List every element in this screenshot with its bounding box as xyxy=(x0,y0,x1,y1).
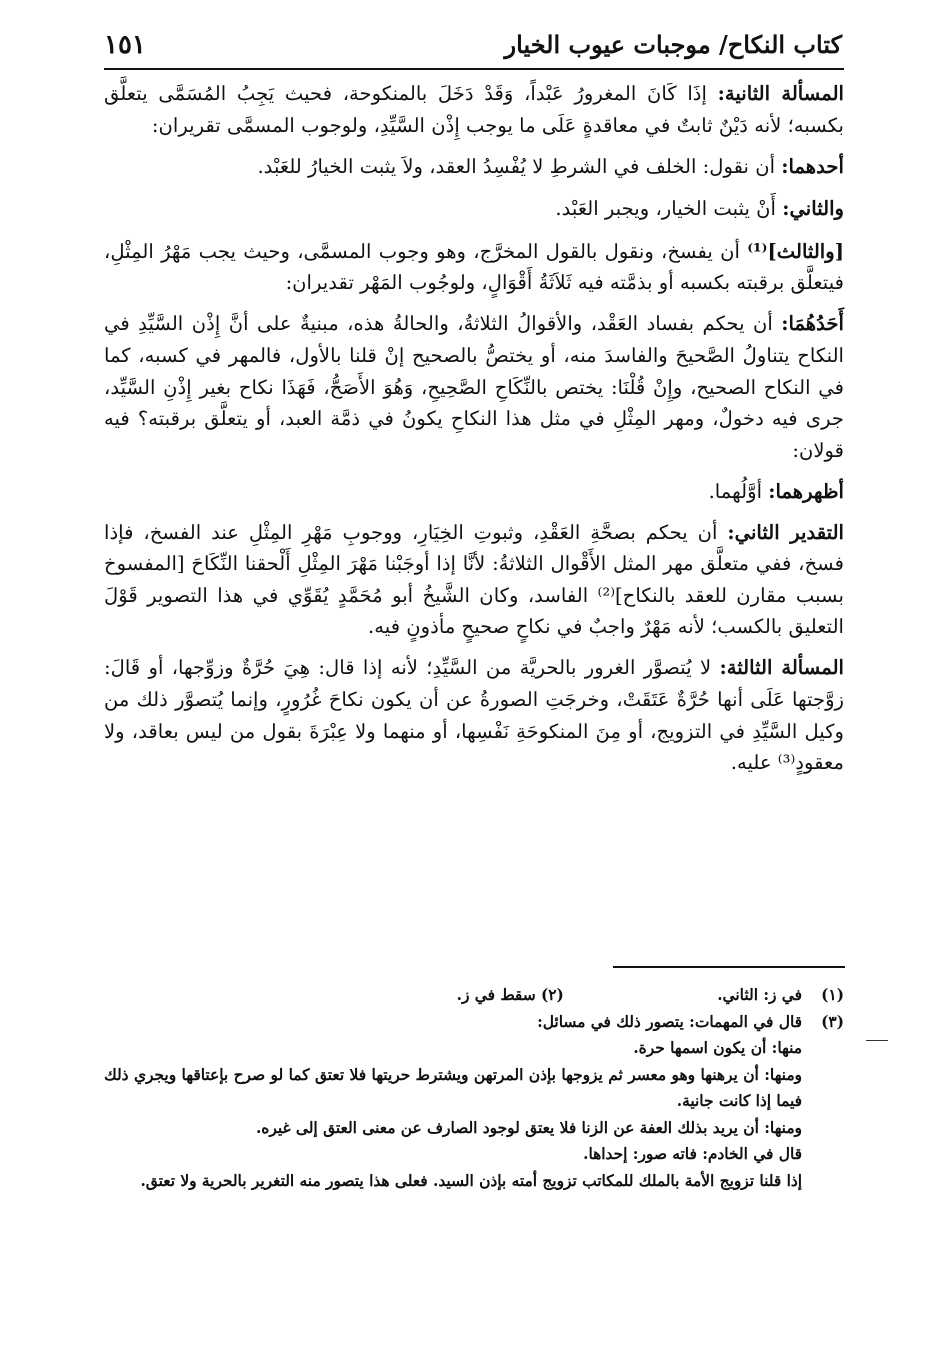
header-rule xyxy=(104,68,844,70)
footnote-text: في ز: الثاني. xyxy=(717,986,802,1004)
paragraph xyxy=(104,652,844,778)
paragraph-text: أن يفسخ، ونقول بالقول المخرَّج، وهو وجوب المسمَّى، وحيث يجب مَهْرُ المِثْلِ، فيتعلَّق برقبته بكسبه أو بذمَّته فيه ثَلاَثَةُ أَقْوَالٍ، ولوجُوب المَهْر تقديران: xyxy=(104,239,844,295)
footnote-body xyxy=(104,1035,844,1194)
footnote-row xyxy=(104,982,844,1009)
footnote-line: ومنها: أن يريد بذلك العفة عن الزنا فلا يعتق لوجود الصارف عن معنى العتق إلى غيره. xyxy=(255,1118,802,1137)
footnote-text: قال في المهمات: يتصور ذلك في مسائل: xyxy=(537,1012,802,1031)
paragraph-lead: أظهرهما: xyxy=(768,479,844,503)
footnote-text: سقط في ز. xyxy=(456,986,536,1004)
paragraph-lead: المسألة الثالثة: xyxy=(719,656,845,680)
footnote-marker: (٢) xyxy=(540,986,564,1004)
paragraph-text: أن يحكم بفساد العَقْد، والأقوالُ الثلاثةُ، والحالةُ هذه، مبنيةٌ على أنَّ إِذْن السَّيِّدِ في النكاح يتناولُ الصَّحيحَ والفاسدَ منه، أو يختصُّ بالصحيح إنْ قلنا بالأول، فالمهر في كسبه، كما في النكاح الصحيح، وإِنْ قُلْنَا: يختص بالنِّكَاحِ الصَّحِيحِ، وَهُوَ الأَصَحُّ، فَهَذَا نكاح بغير إِذْنِ السَّيِّد، جرى فيه دخولٌ، ومهر المِثْلِ في مثل هذا النكاحِ يكونُ في ذمَّة العبد، أو يتعلَّق برقبته؟ فيه قولان: xyxy=(104,312,844,462)
paragraph-text: أوَّلُهما. xyxy=(708,479,769,503)
paragraph-lead: أحدهما: xyxy=(781,154,844,178)
footnote-line: إذا قلنا تزويج الأمة بالملك للمكاتب تزويج أمته بإذن السيد. فعلى هذا يتصور منه التغرير بالحرية ولا تعتق. xyxy=(140,1171,802,1190)
footnote-line: منها: أن يكون اسمها حرة. xyxy=(633,1039,802,1057)
main-text xyxy=(104,78,844,788)
paragraph-lead: أَحَدُهُمَا: xyxy=(781,312,844,336)
paragraph-text: لا يُتصوَّر الغرور بالحريَّة من السَّيِّدِ؛ لأنه إذا قال: هِيَ حُرَّةٌ وزوِّجها، أو قَالَ: زوَّجتها عَلَى أنها حُرَّةٌ عَتَقَتْ، وخرجَتِ الصورةُ عن أن يكون نكاحَ غُرُورٍ، وإنما يُتصوَّر ذلك من وكيل السَّيِّدِ في التزويج، أو مِنَ المنكوحَةِ نَفْسِها، أو منهما ولا عِبْرَةَ بقول من ليس بعاقد، ولا معقودٍ⁽³⁾ عليه. xyxy=(104,656,844,775)
paragraph xyxy=(104,308,844,466)
paragraph-text: إذَا كَانَ المغرورُ عَبْداً، وَقَدْ دَخَلَ بالمنكوحة، فحيث يَجِبُ المُسَمَّى يتعلَّق بكسبه؛ لأنه دَيْنٌ ثابتٌ في معاقدةٍ عَلَى ما يوجب إِذْن السَّيِّدِ، ولوجوب المسمَّى تقريران: xyxy=(104,82,844,137)
footnote-separator xyxy=(613,966,845,968)
paragraph xyxy=(104,193,844,225)
page-header xyxy=(104,30,842,64)
paragraph xyxy=(104,151,844,183)
footnote-marker: (٣) xyxy=(821,1012,844,1031)
paragraph-lead: التقدير الثاني: xyxy=(727,520,844,544)
running-title: كتاب النكاح/ موجبات عيوب الخيار xyxy=(504,30,842,59)
paragraph-text: أن نقول: الخلف في الشرطِ لا يُفْسِدُ العقد، ولاَ يثبت الخيارُ للعَبْد. xyxy=(257,154,782,178)
footnote-row xyxy=(104,1009,844,1036)
paragraph-lead: [والثالث]⁽¹⁾ xyxy=(747,239,844,263)
margin-mark xyxy=(866,1040,888,1041)
paragraph-text: أَنْ يثبت الخيار، ويجبر العَبْد. xyxy=(555,197,783,221)
footnotes xyxy=(104,982,844,1194)
paragraph xyxy=(104,476,844,508)
page-number: ١٥١ xyxy=(104,30,146,60)
paragraph xyxy=(104,236,844,299)
paragraph-lead: والثاني: xyxy=(782,197,844,221)
footnote-line: قال في الخادم: فاته صور: إحداها. xyxy=(583,1145,802,1163)
paragraph-text: أن يحكم بصحَّةِ العَقْدِ، وثبوتِ الخِيَارِ، ووجوبِ مَهْرِ المِثْلِ عند الفسخ، فإذا فسخ، ففي متعلَّق مهر المثل الأَقْوال الثلاثةُ: لأنَّا إذا أوجَبْنا مَهْرَ المِثْلِ أَلْحقنا النِّكَاحَ [المفسوخ بسبب مقارن للعقد بالنكاح]⁽²⁾ الفاسد، وكان الشَّيخُ أبو مُحَمَّدٍ يُقَوِّي في هذا التصوير قَوْلَ التعليق بالكسب؛ لأنه مَهْرٌ واجبٌ في نكاحٍ صحيحٍ مأذونٍ فيه. xyxy=(104,520,844,639)
paragraph-lead: المسألة الثانية: xyxy=(717,82,844,105)
footnote-line: ومنها: أن يرهنها وهو معسر ثم يزوجها بإذن المرتهن ويشترط حريتها فلا تعتق كما لو صرح بإعتاقها ويجري ذلك فيما إذا كانت جانية. xyxy=(104,1065,802,1110)
paragraph xyxy=(104,78,844,141)
footnote-marker: (١) xyxy=(821,986,844,1004)
paragraph xyxy=(104,517,844,643)
